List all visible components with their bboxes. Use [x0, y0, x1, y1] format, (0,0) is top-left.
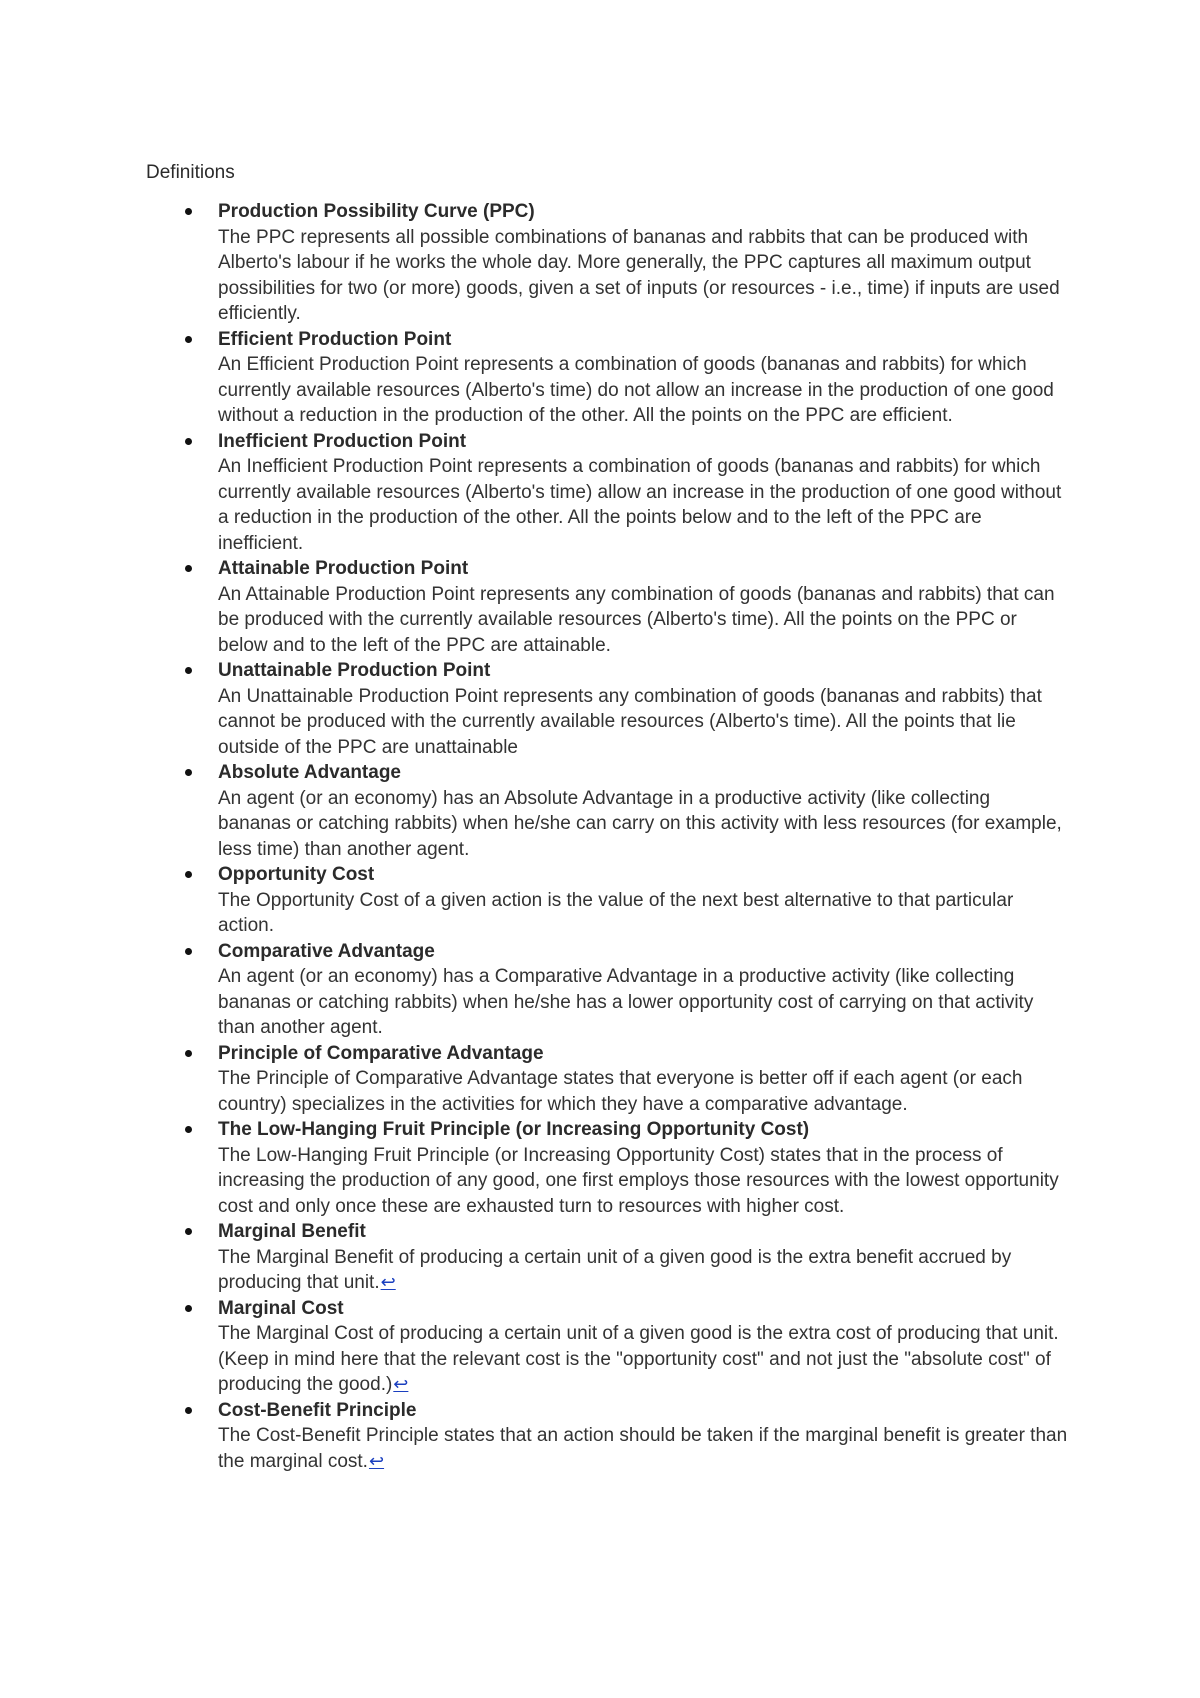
bullet-icon [185, 1050, 192, 1057]
bullet-icon [185, 438, 192, 445]
definition-text: An Unattainable Production Point represents any combination of goods (bananas and rabbits) that cannot be produced with the currently available resources (Alberto's time). All the points that lie outside of the PPC are unattainable [218, 685, 1042, 758]
definition-term: Opportunity Cost [218, 864, 375, 885]
bullet-icon [185, 948, 192, 955]
bullet-icon [185, 1228, 192, 1235]
definition-text: The Opportunity Cost of a given action is the value of the next best alternative to that particular action. [218, 889, 1014, 936]
definition-term: Comparative Advantage [218, 940, 435, 962]
definition-description [218, 1321, 1068, 1398]
definition-term: Marginal Cost [218, 1297, 344, 1319]
definition-description [218, 454, 1068, 556]
bullet-icon [185, 208, 192, 215]
list-item [218, 327, 1068, 429]
list-item [218, 1041, 1068, 1118]
page-title: Definitions [146, 162, 235, 183]
definition-term: Cost-Benefit Principle [218, 1399, 417, 1421]
definition-description [218, 1423, 1068, 1474]
bullet-icon [185, 667, 192, 674]
list-item [218, 429, 1068, 557]
definition-text: The Cost-Benefit Principle states that an action should be taken if the marginal benefit is greater than the marginal cost. [218, 1425, 1068, 1472]
footnote-return-link[interactable]: ↩ [368, 1450, 385, 1471]
bullet-icon [185, 871, 192, 878]
definition-description [218, 1245, 1068, 1296]
definition-description [218, 964, 1068, 1041]
definition-description [218, 225, 1068, 327]
definition-description [218, 786, 1068, 863]
list-item [218, 658, 1068, 760]
definition-description [218, 1066, 1068, 1117]
definition-term: Inefficient Production Point [218, 430, 467, 452]
definition-text: The PPC represents all possible combinations of bananas and rabbits that can be produced with Alberto's labour if he works the whole day. More generally, the PPC captures all maximum output possibilities for two (or more) goods, given a set of inputs (or resources - i.e., time) if inputs are used efficiently. [218, 226, 1060, 324]
definition-text: The Marginal Benefit of producing a certain unit of a given good is the extra benefit accrued by producing that unit. [218, 1246, 1012, 1293]
list-item [218, 1117, 1068, 1219]
definition-term: Unattainable Production Point [218, 660, 491, 681]
bullet-icon [185, 336, 192, 343]
definition-text: An Inefficient Production Point represents a combination of goods (bananas and rabbits) for which currently available resources (Alberto's time) allow an increase in the production of one good without a reduction in the production of the other. All the points below and to the left of the PPC are inefficient. [218, 456, 1062, 554]
definition-term: Absolute Advantage [218, 762, 401, 783]
definition-term: Efficient Production Point [218, 328, 452, 350]
definition-description [218, 684, 1068, 761]
definitions-list [218, 199, 1068, 1474]
list-item [218, 556, 1068, 658]
bullet-icon [185, 1407, 192, 1414]
definition-description [218, 582, 1068, 659]
bullet-icon [185, 1126, 192, 1133]
definition-term: Production Possibility Curve (PPC) [218, 201, 535, 222]
definition-text: The Low-Hanging Fruit Principle (or Increasing Opportunity Cost) states that in the process of increasing the production of any good, one first employs those resources with the lowest opportunity cost and only once these are exhausted turn to resources with higher cost. [218, 1144, 1059, 1217]
bullet-icon [185, 1305, 192, 1312]
list-item [218, 939, 1068, 1041]
list-item [218, 1398, 1068, 1475]
list-item [218, 760, 1068, 862]
definition-term: Principle of Comparative Advantage [218, 1042, 544, 1064]
definition-term: The Low-Hanging Fruit Principle (or Increasing Opportunity Cost) [218, 1119, 810, 1140]
bullet-icon [185, 769, 192, 776]
definition-term: Marginal Benefit [218, 1221, 366, 1242]
list-item [218, 862, 1068, 939]
definition-text: The Principle of Comparative Advantage states that everyone is better off if each agent (or each country) specializes in the activities for which they have a comparative advantage. [218, 1068, 1023, 1115]
footnote-return-link[interactable]: ↩ [393, 1374, 409, 1394]
definition-text: The Marginal Cost of producing a certain unit of a given good is the extra cost of producing that unit. (Keep in mind here that the relevant cost is the "opportunity cost" and not just the "absolute cost" of producing the good.) [218, 1323, 1059, 1395]
list-item [218, 199, 1068, 327]
footnote-return-link[interactable]: ↩ [380, 1272, 396, 1292]
list-item [218, 1219, 1068, 1296]
definition-text: An agent (or an economy) has a Comparative Advantage in a productive activity (like collecting bananas or catching rabbits) when he/she has a lower opportunity cost of carrying on that activity than another agent. [218, 966, 1034, 1038]
bullet-icon [185, 565, 192, 572]
list-item [218, 1296, 1068, 1398]
definition-text: An Attainable Production Point represents any combination of goods (bananas and rabbits) that can be produced with the currently available resources (Alberto's time). All the points on the PPC or below and to the left of the PPC are attainable. [218, 583, 1055, 656]
definition-text: An Efficient Production Point represents a combination of goods (bananas and rabbits) for which currently available resources (Alberto's time) do not allow an increase in the production of one good without a reduction in the production of the other. All the points on the PPC are efficient. [218, 354, 1054, 426]
definition-description [218, 1143, 1068, 1220]
definition-description [218, 888, 1068, 939]
definition-description [218, 352, 1068, 429]
definition-text: An agent (or an economy) has an Absolute Advantage in a productive activity (like collecting bananas or catching rabbits) when he/she can carry on this activity with less resources (for example, less time) than another agent. [218, 787, 1062, 860]
definition-term: Attainable Production Point [218, 558, 469, 579]
